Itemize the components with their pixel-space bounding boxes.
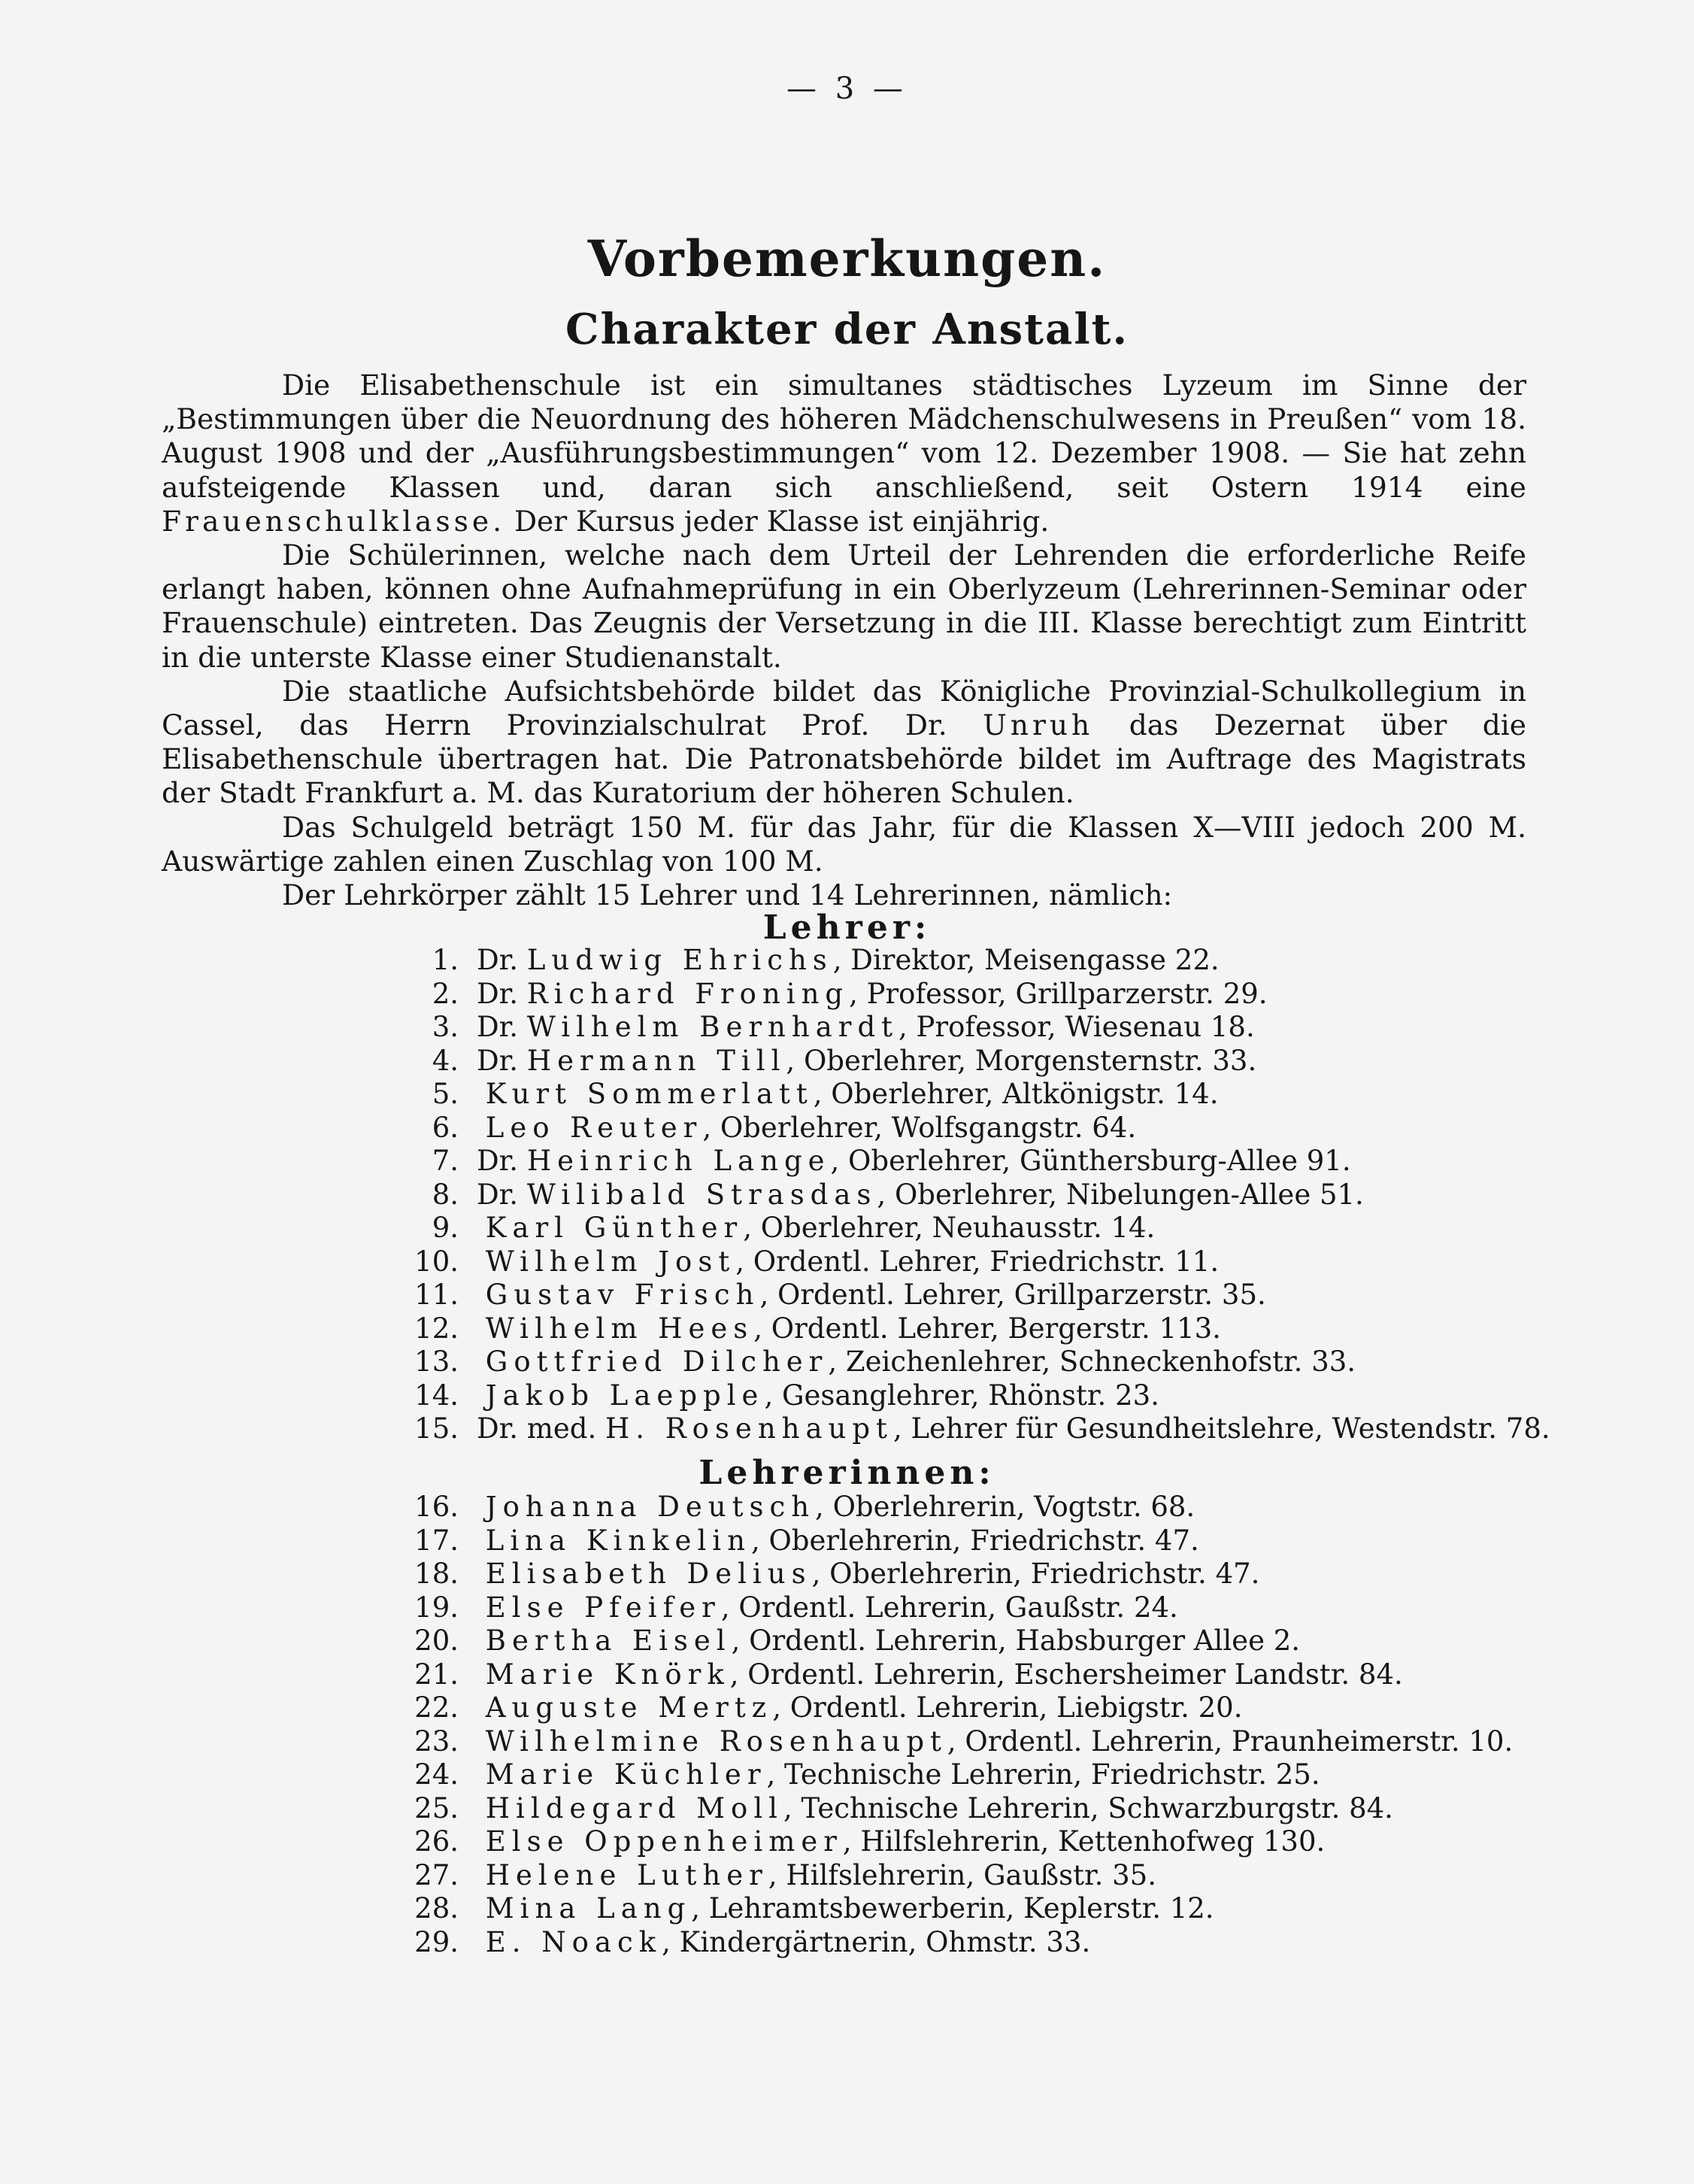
item-number: 8.	[432, 1178, 459, 1211]
item-details: , Zeichenlehrer, Schneckenhofstr. 33.	[828, 1345, 1356, 1378]
item-name: E. Noack	[485, 1925, 662, 1958]
list-item	[376, 1892, 1513, 1926]
item-name: Heinrich Lange	[526, 1145, 831, 1177]
paragraph-students: Die Schülerinnen, welche nach dem Urteil der Lehrenden die erforderliche Reife erlangt haben, können ohne Aufnahmeprüfung in ein Oberlyzeum (Lehrerinnen-Seminar oder Frauenschule) eintreten. Das Zeugnis der Versetzung in die III. Klasse berechtigt zum Eintritt in die unterste Klasse einer Studienanstalt.	[162, 538, 1526, 674]
item-name: Else Oppenheimer	[485, 1825, 843, 1858]
list-item	[376, 1245, 1550, 1279]
item-number: 10.	[414, 1245, 459, 1278]
item-number: 28.	[414, 1892, 459, 1925]
item-prefix: Dr.	[477, 1011, 519, 1043]
item-number: 17.	[414, 1524, 459, 1557]
item-prefix: Dr.	[477, 944, 519, 976]
list-item	[376, 1178, 1550, 1212]
list-item	[376, 1345, 1550, 1379]
item-details: , Technische Lehrerin, Friedrichstr. 25.	[766, 1758, 1320, 1791]
item-prefix: Dr.	[477, 977, 519, 1010]
item-number: 12.	[414, 1312, 459, 1345]
paragraph-text: Der Kursus jeder Klasse ist einjährig.	[514, 504, 1050, 538]
item-details: , Direktor, Meisengasse 22.	[832, 944, 1220, 976]
item-details: , Oberlehrerin, Friedrichstr. 47.	[811, 1558, 1260, 1590]
list-item	[376, 1926, 1513, 1960]
item-number: 19.	[414, 1591, 459, 1624]
list-item	[376, 1658, 1513, 1692]
emphasized-text: Unruh	[983, 708, 1094, 742]
emphasized-text: Frauenschulklasse.	[162, 504, 506, 538]
item-name: Helene Luther	[485, 1858, 768, 1891]
item-name: Marie Küchler	[485, 1758, 767, 1791]
item-details: , Oberlehrer, Günthersburg-Allee 91.	[830, 1145, 1351, 1177]
list-item	[376, 1412, 1550, 1446]
female-teachers-list	[376, 1491, 1513, 1959]
page-title: Vorbemerkungen.	[587, 229, 1107, 288]
item-number: 5.	[432, 1078, 459, 1110]
paragraph-authority	[162, 675, 1526, 811]
item-number: 6.	[432, 1111, 459, 1144]
item-name: Auguste Mertz	[485, 1691, 773, 1724]
list-item	[376, 978, 1550, 1012]
list-item	[376, 944, 1550, 978]
item-details: , Ordentl. Lehrerin, Habsburger Allee 2.	[731, 1624, 1301, 1657]
item-name: Johanna Deutsch	[485, 1491, 816, 1523]
item-number: 18.	[414, 1558, 459, 1590]
list-item	[376, 1145, 1550, 1178]
item-name: Elisabeth Delius	[485, 1558, 812, 1590]
list-item	[376, 1691, 1513, 1725]
item-details: , Professor, Wiesenau 18.	[899, 1011, 1255, 1043]
teachers-heading: Lehrer:	[762, 908, 932, 947]
item-prefix: Dr.	[477, 1145, 519, 1177]
item-number: 11.	[414, 1279, 459, 1311]
list-item	[376, 1825, 1513, 1859]
item-number: 15.	[414, 1412, 459, 1445]
list-item	[376, 1859, 1513, 1893]
list-item	[376, 1112, 1550, 1145]
item-details: , Ordentl. Lehrerin, Liebigstr. 20.	[772, 1691, 1243, 1724]
list-item	[376, 1279, 1550, 1312]
item-number: 25.	[414, 1791, 459, 1825]
item-name: Wilhelm Bernhardt	[526, 1011, 899, 1043]
item-name: Wilhelmine Rosenhaupt	[485, 1724, 947, 1758]
list-item	[376, 1045, 1550, 1078]
item-name: Gustav Frisch	[485, 1279, 760, 1311]
item-details: , Oberlehrer, Neuhausstr. 14.	[743, 1212, 1156, 1244]
item-number: 13.	[414, 1345, 459, 1378]
item-number: 24.	[414, 1758, 459, 1791]
item-number: 29.	[414, 1925, 459, 1958]
item-details: , Kindergärtnerin, Ohmstr. 33.	[662, 1925, 1091, 1958]
item-name: Richard Froning	[526, 977, 850, 1010]
item-name: Leo Reuter	[485, 1111, 703, 1144]
item-details: , Oberlehrerin, Vogtstr. 68.	[815, 1491, 1195, 1523]
list-item	[376, 1558, 1513, 1591]
page-number: — 3 —	[786, 71, 908, 106]
list-item	[376, 1011, 1550, 1045]
item-name: Hildegard Moll	[485, 1791, 783, 1825]
item-details: , Oberlehrer, Wolfsgangstr. 64.	[702, 1111, 1137, 1144]
list-item	[376, 1078, 1550, 1112]
list-item	[376, 1758, 1513, 1792]
item-name: Karl Günther	[485, 1212, 744, 1244]
item-details: , Hilfslehrerin, Gaußstr. 35.	[768, 1858, 1156, 1891]
item-details: , Lehramtsbewerberin, Keplerstr. 12.	[691, 1892, 1214, 1925]
item-details: , Oberlehrer, Morgensternstr. 33.	[786, 1044, 1257, 1077]
item-details: , Ordentl. Lehrerin, Gaußstr. 24.	[720, 1591, 1178, 1624]
list-item	[376, 1212, 1550, 1245]
item-number: 26.	[414, 1825, 459, 1858]
item-details: , Ordentl. Lehrer, Friedrichstr. 11.	[735, 1245, 1220, 1278]
item-prefix: Dr.	[477, 1178, 519, 1211]
item-number: 3.	[432, 1011, 459, 1043]
paragraph-staff: Der Lehrkörper zählt 15 Lehrer und 14 Lehrerinnen, nämlich:	[282, 878, 1173, 912]
item-number: 23.	[414, 1724, 459, 1758]
item-details: , Gesanglehrer, Rhönstr. 23.	[764, 1379, 1159, 1412]
item-name: Mina Lang	[485, 1892, 692, 1925]
item-name: Ludwig Ehrichs	[526, 944, 833, 976]
item-details: , Professor, Grillparzerstr. 29.	[849, 977, 1268, 1010]
item-prefix: Dr. med.	[477, 1412, 597, 1445]
item-number: 4.	[432, 1044, 459, 1077]
paragraph-text: das Dezernat über die Elisabethenschule übertragen hat. Die Patronatsbehörde bildet im Auftrage des Magistrats der Stadt Frankfurt a. M. das Kuratorium der höheren Schulen.	[162, 708, 1526, 810]
item-number: 22.	[414, 1691, 459, 1724]
paragraph-character	[162, 369, 1526, 538]
list-item	[376, 1725, 1513, 1759]
female-teachers-heading: Lehrerinnen:	[699, 1454, 995, 1492]
list-item	[376, 1312, 1550, 1346]
item-number: 9.	[432, 1212, 459, 1244]
item-details: , Oberlehrer, Altkönigstr. 14.	[813, 1078, 1219, 1110]
list-item	[376, 1491, 1513, 1524]
paragraph-fees: Das Schulgeld beträgt 150 M. für das Jahr, für die Klassen X—VIII jedoch 200 M. Auswärtige zahlen einen Zuschlag von 100 M.	[162, 810, 1526, 878]
body-text	[162, 369, 1526, 912]
item-number: 21.	[414, 1658, 459, 1691]
item-details: , Lehrer für Gesundheitslehre, Westendstr. 78.	[892, 1412, 1550, 1445]
item-name: Wilhelm Jost	[485, 1245, 736, 1278]
item-details: , Ordentl. Lehrer, Bergerstr. 113.	[753, 1312, 1221, 1345]
item-name: Else Pfeifer	[485, 1591, 721, 1624]
list-item	[376, 1792, 1513, 1826]
list-item	[376, 1624, 1513, 1658]
item-number: 20.	[414, 1624, 459, 1657]
item-name: H. Rosenhaupt	[605, 1412, 893, 1445]
item-number: 2.	[432, 977, 459, 1010]
section-title: Charakter der Anstalt.	[565, 305, 1129, 354]
item-name: Jakob Laepple	[485, 1379, 765, 1412]
item-prefix: Dr.	[477, 1044, 519, 1077]
item-details: , Technische Lehrerin, Schwarzburgstr. 84.	[783, 1791, 1393, 1825]
item-number: 14.	[414, 1379, 459, 1412]
item-details: , Hilfslehrerin, Kettenhofweg 130.	[842, 1825, 1326, 1858]
item-number: 1.	[432, 944, 459, 976]
item-number: 16.	[414, 1491, 459, 1523]
item-details: , Ordentl. Lehrerin, Eschersheimer Landstr. 84.	[729, 1658, 1403, 1691]
item-name: Marie Knörk	[485, 1658, 730, 1691]
list-item	[376, 1591, 1513, 1625]
item-number: 27.	[414, 1858, 459, 1891]
list-item	[376, 1379, 1550, 1413]
item-name: Hermann Till	[526, 1044, 786, 1077]
item-name: Kurt Sommerlatt	[485, 1078, 814, 1110]
item-name: Wilhelm Hees	[485, 1312, 754, 1345]
paragraph-text: Die staatliche Aufsichtsbehörde bildet das Königliche Provinzial-Schulkollegium in Cassel, das Herrn Provinzialschulrat Prof. Dr.	[162, 674, 1526, 742]
item-name: Bertha Eisel	[485, 1624, 732, 1657]
item-number: 7.	[432, 1145, 459, 1177]
item-name: Lina Kinkelin	[485, 1524, 751, 1557]
item-details: , Ordentl. Lehrer, Grillparzerstr. 35.	[759, 1279, 1266, 1311]
teachers-list	[376, 944, 1550, 1446]
paragraph-text: Die Elisabethenschule ist ein simultanes städtisches Lyzeum im Sinne der „Bestimmungen über die Neuordnung des höheren Mädchenschulwesens in Preußen“ vom 18. August 1908 und der „Ausführungsbestimmungen“ vom 12. Dezember 1908. — Sie hat zehn aufsteigende Klassen und, daran sich anschließend, seit Ostern 1914 eine	[162, 369, 1526, 504]
item-details: , Ordentl. Lehrerin, Praunheimerstr. 10.	[947, 1724, 1514, 1758]
item-name: Wilibald Strasdas	[526, 1178, 877, 1211]
item-details: , Oberlehrerin, Friedrichstr. 47.	[750, 1524, 1199, 1557]
item-name: Gottfried Dilcher	[485, 1345, 829, 1378]
list-item	[376, 1524, 1513, 1558]
item-details: , Oberlehrer, Nibelungen-Allee 51.	[877, 1178, 1364, 1211]
